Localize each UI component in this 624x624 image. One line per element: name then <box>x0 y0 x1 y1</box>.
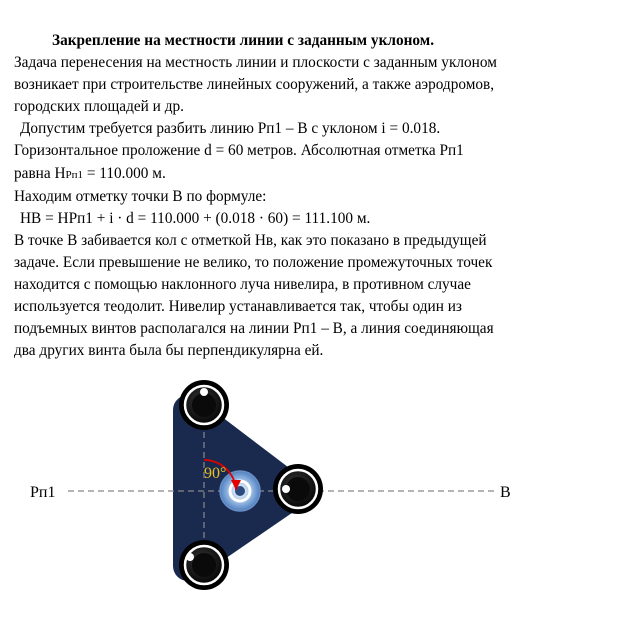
formula: HB = HРп1 + i · d = 110.000 + (0.018 · 60) = 111.100 м. <box>20 209 371 227</box>
angle-label: 90° <box>204 465 227 482</box>
elev-sub: Рп1 <box>65 168 84 181</box>
given-find: Находим отметку точки В по формуле: <box>14 187 267 205</box>
given-intro: Допустим требуется разбить линию Рп1 – В с уклоном i = 0.018. <box>20 120 441 138</box>
paragraph2-line-1: В точке В забивается кол с отметкой Hв, как это показано в предыдущей <box>14 231 487 249</box>
paragraph1-line-2: возникает при строительстве линейных сооружений, а также аэродромов, <box>14 76 495 94</box>
paragraph2-line-5: подъемных винтов располагался на линии Рп1 – В, а линия соединяющая <box>14 320 494 338</box>
screw-bottom <box>179 540 229 590</box>
label-b: В <box>500 484 511 501</box>
paragraph2-line-4: используется теодолит. Нивелир устанавливается так, чтобы один из <box>14 298 462 316</box>
paragraph1-line-1: Задача перенесения на местность линии и плоскости с заданным уклоном <box>14 54 497 72</box>
elev-value: = 110.000 м. <box>83 164 166 182</box>
paragraph2-line-2: задаче. Если превышение не велико, то положение промежуточных точек <box>14 253 493 271</box>
elev-prefix: равна H <box>14 164 66 182</box>
paragraph1-line-3: городских площадей и др. <box>14 98 184 116</box>
paragraph2-line-6: два других винта была бы перпендикулярна ей. <box>14 342 324 360</box>
given-distance: Горизонтальное проложение d = 60 метров. Абсолютная отметка Рп1 <box>14 142 464 160</box>
paragraph2-line-3: находится с помощью наклонного луча нивелира, в противном случае <box>14 276 471 294</box>
page-title: Закрепление на местности линии с заданным уклоном. <box>52 32 435 49</box>
screw-top <box>179 380 229 430</box>
screw-right <box>273 464 323 514</box>
label-rp1: Рп1 <box>30 484 56 501</box>
